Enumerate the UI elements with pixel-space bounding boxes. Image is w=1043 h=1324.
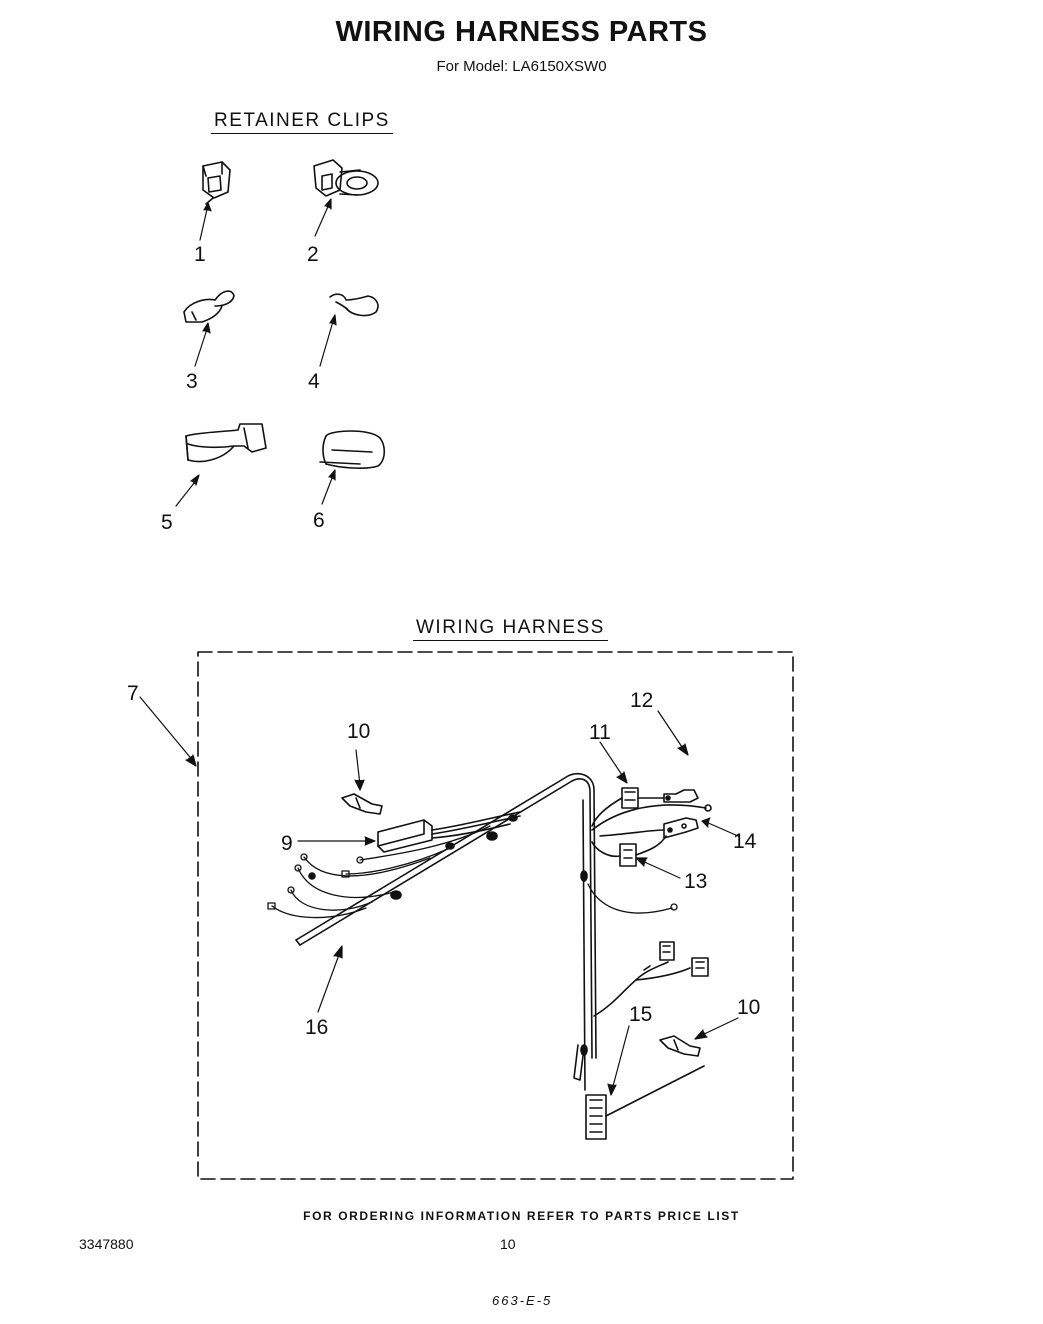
callout-5: 5 bbox=[161, 511, 173, 534]
callout-11: 11 bbox=[589, 721, 611, 744]
callout-1: 1 bbox=[194, 243, 206, 266]
retainer-clip-1 bbox=[203, 162, 230, 204]
retainer-clip-6 bbox=[320, 431, 384, 468]
terminal-14 bbox=[592, 805, 711, 838]
left-branch-wires bbox=[268, 826, 490, 918]
callout-15: 15 bbox=[629, 1003, 653, 1026]
callout-7: 7 bbox=[127, 682, 139, 705]
callout-12: 12 bbox=[630, 689, 654, 712]
ordering-info-note: FOR ORDERING INFORMATION REFER TO PARTS PRICE LIST bbox=[303, 1209, 740, 1223]
callout-9: 9 bbox=[281, 832, 293, 855]
terminal-10-upper bbox=[342, 794, 382, 814]
callout-13: 13 bbox=[684, 870, 708, 893]
callout-6: 6 bbox=[313, 509, 325, 532]
callout-14: 14 bbox=[733, 830, 757, 853]
callout-4: 4 bbox=[308, 370, 320, 393]
retainer-clip-2 bbox=[314, 160, 378, 196]
callout-2: 2 bbox=[307, 243, 319, 266]
callout-10-upper: 10 bbox=[347, 720, 371, 743]
retainer-clip-3 bbox=[184, 291, 234, 322]
callout-3: 3 bbox=[186, 370, 198, 393]
harness-bands bbox=[309, 815, 587, 1055]
callout-16: 16 bbox=[305, 1016, 329, 1039]
callout-10-lower: 10 bbox=[737, 996, 761, 1019]
terminal-12 bbox=[664, 790, 698, 802]
page-title: WIRING HARNESS PARTS bbox=[335, 16, 708, 48]
document-number: 3347880 bbox=[79, 1236, 134, 1252]
wiring-harness-heading: WIRING HARNESS bbox=[413, 617, 608, 641]
leader-7 bbox=[140, 697, 196, 766]
connector-11 bbox=[592, 788, 664, 826]
lower-right-branch bbox=[588, 884, 677, 913]
retainer-clip-4 bbox=[330, 294, 378, 315]
harness-dashed-frame bbox=[198, 652, 793, 1179]
handwritten-code: 663-E-5 bbox=[492, 1293, 553, 1308]
retainer-clip-5 bbox=[186, 424, 266, 461]
terminal-10-lower bbox=[660, 1036, 700, 1056]
retainer-clips-heading: RETAINER CLIPS bbox=[211, 110, 393, 134]
model-subtitle: For Model: LA6150XSW0 bbox=[436, 58, 607, 75]
connector-13 bbox=[592, 836, 666, 866]
harness-main-trunk bbox=[296, 774, 596, 1090]
page-number: 10 bbox=[500, 1236, 516, 1252]
connector-15 bbox=[586, 1066, 704, 1139]
